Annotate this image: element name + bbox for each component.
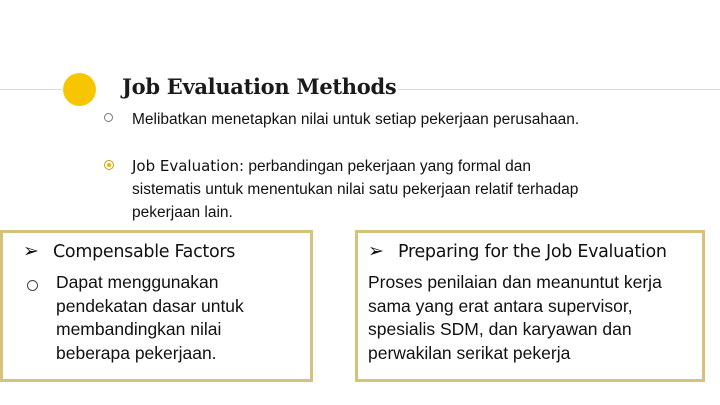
top-bullet-1-text: Melibatkan menetapkan nilai untuk setiap pekerjaan perusahaan. — [132, 111, 580, 128]
arrow-bullet-icon: ➢ — [368, 241, 384, 262]
preparing-job-evaluation-heading: Preparing for the Job Evaluation — [398, 241, 667, 262]
title-accent-dot — [63, 73, 96, 106]
compensable-factors-heading: Compensable Factors — [53, 241, 236, 262]
title-rule-right — [398, 89, 720, 90]
preparing-job-evaluation-box — [355, 230, 705, 382]
top-bullet-1 — [104, 108, 624, 131]
compensable-factors-text: Dapat menggunakan pendekatan dasar untuk membandingkan nilai beberapa pekerjaan. — [56, 272, 244, 363]
title-rule-left — [0, 89, 62, 90]
top-bullet-2 — [104, 155, 604, 224]
top-bullet-2-text: perbandingan pekerjaan yang formal dan sistematis untuk menentukan nilai satu pekerjaan relatif terhadap pekerjaan lain. — [132, 158, 579, 221]
arrow-bullet-icon: ➢ — [23, 241, 39, 262]
slide-title: Job Evaluation Methods — [122, 74, 397, 99]
hollow-circle-bullet-icon — [104, 113, 113, 122]
top-bullet-2-prefix: Job Evaluation: — [132, 157, 245, 175]
filled-circle-bullet-icon — [104, 160, 114, 170]
hollow-circle-bullet-icon — [27, 280, 38, 291]
compensable-factors-box — [0, 230, 313, 382]
preparing-job-evaluation-text: Proses penilaian dan meanuntut kerja sama yang erat antara supervisor, spesialis SDM, dan karyawan dan perwakilan serikat pekerja — [368, 272, 662, 363]
